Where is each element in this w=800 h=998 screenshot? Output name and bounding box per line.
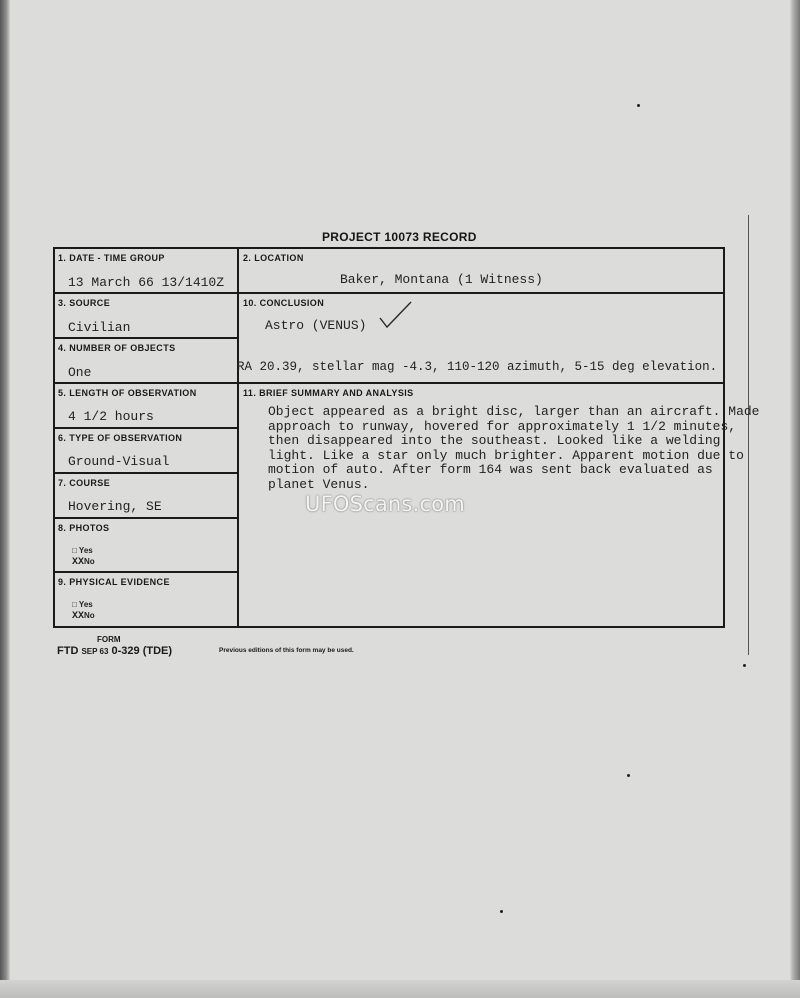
date-time-value: 13 March 66 13/1410Z [68,275,225,290]
evidence-yes-label: Yes [78,600,93,609]
summary-line: light. Like a star only much brighter. Apparent motion due to [268,447,744,463]
row-divider [55,382,723,384]
summary-line: Object appeared as a bright disc, larger than an aircraft. Made [268,404,760,419]
summary-line: planet Venus. [268,476,370,492]
evidence-no-label: No [84,611,95,620]
scan-speck [637,104,640,107]
conclusion-value: Astro (VENUS) [265,318,367,333]
photos-label: 8. PHOTOS [58,523,110,533]
scan-edge-right [790,0,800,998]
physical-evidence-label: 9. PHYSICAL EVIDENCE [58,577,170,587]
scan-edge-left [0,0,10,998]
course-value: Hovering, SE [68,499,162,514]
location-label: 2. LOCATION [243,253,304,263]
photos-no-label: No [84,557,95,566]
footer-form-word: FORM [97,635,121,644]
scan-speck [500,910,503,913]
scan-speck [743,664,746,667]
photos-yes-option [72,546,93,555]
column-divider [237,249,239,626]
length-of-observation-label: 5. LENGTH OF OBSERVATION [58,388,197,398]
summary-line: then disappeared into the southeast. Looked like a welding [268,433,721,448]
scan-edge-bottom [0,980,800,998]
source-label: 3. SOURCE [58,298,111,308]
type-of-observation-value: Ground-Visual [68,454,170,469]
row-divider [55,292,723,294]
watermark: UFOScans.com [305,492,465,516]
checkbox-icon: □ [72,546,77,555]
row-divider [55,517,237,519]
brief-summary-label: 11. BRIEF SUMMARY AND ANALYSIS [243,388,414,398]
summary-line: approach to runway, hovered for approximately 1 1/2 minutes, [268,418,737,434]
evidence-no-option [72,611,95,622]
number-of-objects-value: One [68,365,92,380]
row-divider [55,472,237,474]
course-label: 7. COURSE [58,478,111,488]
scan-speck [627,774,630,777]
conclusion-detail: RA 20.39, stellar mag -4.3, 110-120 azimuth, 5-15 deg elevation. [237,360,718,374]
row-divider [55,571,237,573]
photos-no-mark: XX [72,557,85,568]
footer-note: Previous editions of this form may be used. [219,647,354,654]
type-of-observation-label: 6. TYPE OF OBSERVATION [58,433,183,443]
footer-form-date: SEP 63 [81,647,109,656]
evidence-no-mark: XX [72,611,85,622]
footer-form-id [57,645,172,657]
record-title: PROJECT 10073 RECORD [322,230,477,244]
length-of-observation-value: 4 1/2 hours [68,409,154,424]
location-value: Baker, Montana (1 Witness) [340,272,543,287]
row-divider [55,337,237,339]
checkbox-icon: □ [72,600,77,609]
row-divider [55,427,237,429]
evidence-yes-option [72,600,93,609]
source-value: Civilian [68,320,131,335]
photos-yes-label: Yes [78,546,93,555]
number-of-objects-label: 4. NUMBER OF OBJECTS [58,343,176,353]
check-mark-icon [378,300,414,330]
footer-form-number: 0-329 (TDE) [111,645,173,657]
summary-line: motion of auto. After form 164 was sent back evaluated as [268,462,713,477]
conclusion-label: 10. CONCLUSION [243,298,325,308]
date-time-label: 1. DATE - TIME GROUP [58,253,165,263]
brief-summary-text [268,405,759,492]
photos-no-option [72,557,95,568]
footer-form-prefix: FTD [57,645,79,657]
